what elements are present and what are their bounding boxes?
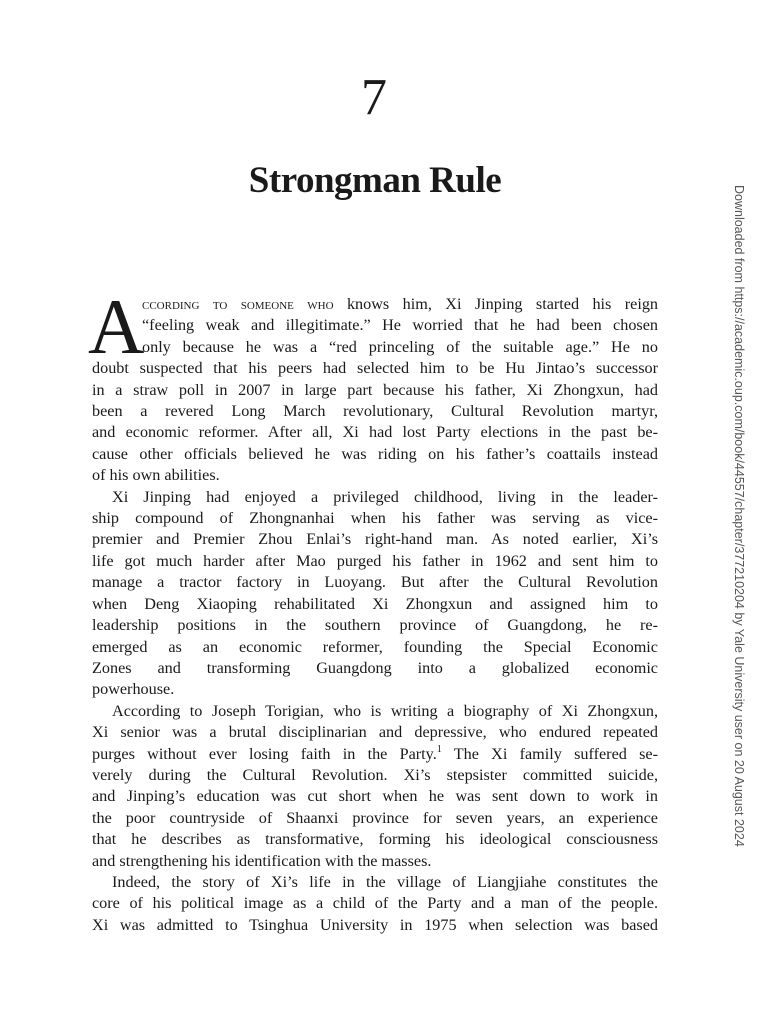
- chapter-title: Strongman Rule: [248, 160, 502, 201]
- chapter-number: 7: [361, 69, 387, 126]
- text-line: premier and Premier Zhou Enlai’s right-hand man. As noted earlier, Xi’s: [92, 530, 658, 549]
- text-line: leadership positions in the southern province of Guangdong, he re-: [92, 616, 658, 635]
- text-line: when Deng Xiaoping rehabilitated Xi Zhongxun and assigned him to: [92, 594, 658, 613]
- text-segment: purges without ever losing faith in the Party.: [92, 744, 437, 763]
- text-line: Xi Jinping had enjoyed a privileged childhood, living in the leader-: [112, 487, 658, 506]
- text-line: of his own abilities.: [92, 466, 220, 485]
- chapter-body: [88, 283, 659, 936]
- text-line: and Jinping’s education was cut short when he was sent down to work in: [92, 787, 658, 806]
- text-line: Zones and transforming Guangdong into a globalized economic: [92, 658, 658, 677]
- small-caps-opening: ccording to someone who: [142, 295, 334, 313]
- text-line: life got much harder after Mao purged his father in 1962 and sent him to: [92, 551, 658, 570]
- text-line: in a straw poll in 2007 in large part because his father, Xi Zhongxun, had: [92, 380, 658, 399]
- text-line: Xi was admitted to Tsinghua University in 1975 when selection was based: [92, 915, 658, 934]
- drop-cap: A: [88, 283, 145, 370]
- text-line: manage a tractor factory in Luoyang. But after the Cultural Revolution: [92, 573, 658, 592]
- text-line: been a revered Long March revolutionary, Cultural Revolution martyr,: [92, 402, 658, 421]
- text-line: Indeed, the story of Xi’s life in the village of Liangjiahe constitutes the: [112, 872, 658, 891]
- text-line: that he describes as transformative, forming his ideological consciousness: [92, 830, 658, 849]
- text-line: the poor countryside of Shaanxi province for seven years, an experience: [92, 808, 658, 827]
- text-line: only because he was a “red princeling of the suitable age.” He no: [142, 337, 658, 356]
- text-line: ship compound of Zhongnanhai when his father was serving as vice-: [92, 509, 658, 528]
- text-line: emerged as an economic reformer, founding the Special Economic: [92, 637, 658, 656]
- download-watermark: Downloaded from https://academic.oup.com/book/44557/chapter/377210204 by Yale University user on 20 August 2024: [732, 185, 746, 847]
- text-line: cause other officials believed he was riding on his father’s coattails instead: [92, 444, 658, 463]
- text-line: [92, 294, 658, 315]
- text-line: According to Joseph Torigian, who is writing a biography of Xi Zhongxun,: [112, 701, 658, 720]
- text-line: verely during the Cultural Revolution. Xi’s stepsister committed suicide,: [92, 765, 658, 784]
- text-line: powerhouse.: [92, 680, 175, 699]
- text-line: and strengthening his identification with the masses.: [92, 851, 432, 870]
- footnote-marker[interactable]: 1: [436, 743, 442, 755]
- text-line: core of his political image as a child of the Party and a man of the people.: [92, 894, 658, 913]
- text-line: [92, 744, 658, 765]
- text-line: doubt suspected that his peers had selected him to be Hu Jintao’s successor: [92, 359, 658, 378]
- text-line: and economic reformer. After all, Xi had lost Party elections in the past be-: [92, 423, 658, 442]
- text-line: “feeling weak and illegitimate.” He worried that he had been chosen: [142, 316, 658, 335]
- text-segment: knows him, Xi Jinping started his reign: [333, 295, 659, 313]
- text-segment: The Xi family suffered se-: [441, 744, 658, 763]
- text-line: Xi senior was a brutal disciplinarian and depressive, who endured repeated: [92, 723, 658, 742]
